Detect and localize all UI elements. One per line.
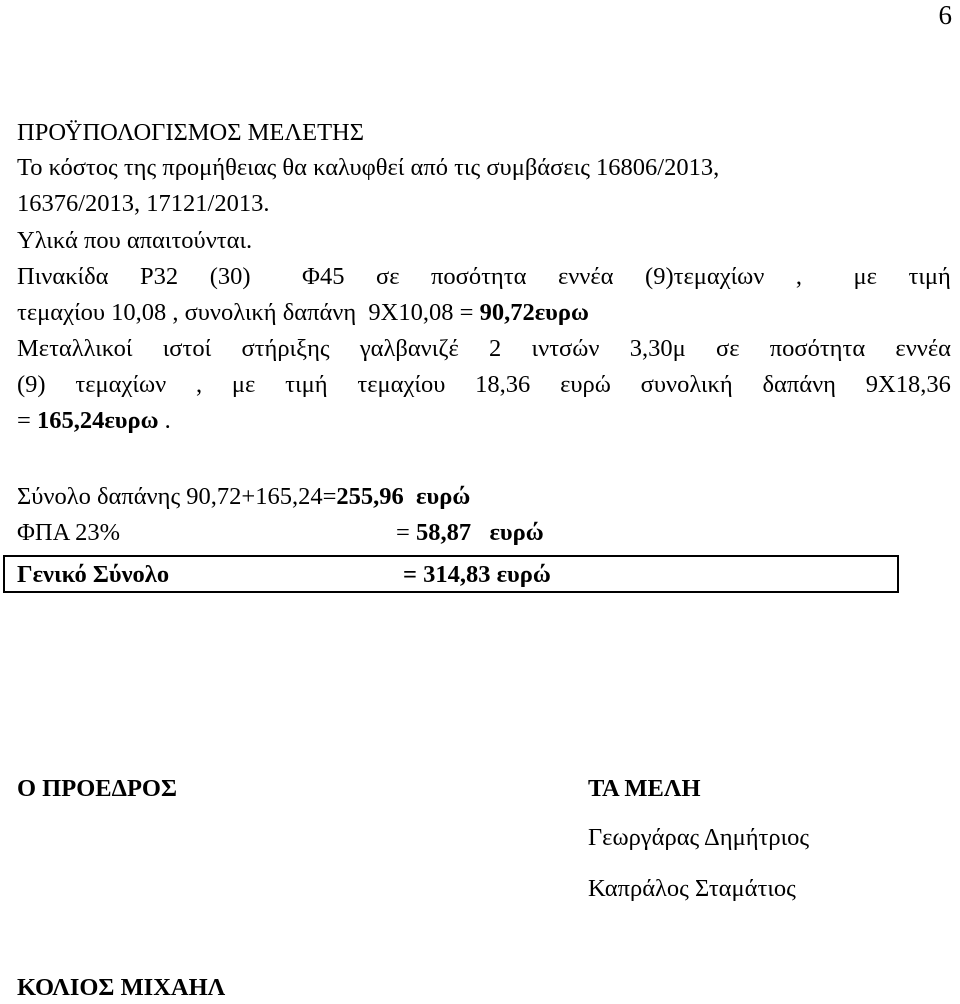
word: γαλβανιζέ [359, 335, 459, 362]
item1-description: τεμαχίου 10,08 , συνολική δαπάνη 9Χ10,08 = [17, 299, 480, 326]
word: δαπάνη [762, 371, 836, 398]
word: εννέα [895, 335, 951, 362]
grand-total-label: Γενικό Σύνολο [17, 561, 170, 588]
word: στήριξης [241, 335, 330, 362]
president-heading: Ο ΠΡΟΕΔΡΟΣ [17, 775, 178, 802]
word: (9)τεμαχίων [645, 263, 765, 290]
word: Πινακίδα [17, 263, 109, 290]
vat-value: 58,87 ευρώ [415, 519, 544, 546]
word: συνολική [640, 371, 733, 398]
document-title: ΠΡΟΫΠΟΛΟΓΙΣΜΟΣ ΜΕΛΕΤΗΣ [17, 119, 364, 146]
word: ιστοί [162, 335, 212, 362]
intro-line-1: Το κόστος της προμήθειας θα καλυφθεί από τις συμβάσεις 16806/2013, [17, 154, 720, 181]
item2-line-2 [17, 373, 951, 398]
grand-total-value: = 314,83 ευρώ [403, 561, 551, 588]
word: , [795, 263, 803, 290]
vat-amount [396, 521, 544, 546]
word: Ρ32 [140, 263, 179, 290]
vat-label: ΦΠΑ 23% [17, 519, 120, 546]
word: (9) [17, 371, 46, 398]
word: με [853, 263, 877, 290]
item1-line-2 [17, 301, 589, 326]
word: Μεταλλικοί [17, 335, 133, 362]
item2-suffix: . [158, 407, 171, 434]
word: σε [716, 335, 740, 362]
word: Φ45 [302, 263, 345, 290]
word: τεμαχίου [357, 371, 446, 398]
word: 2 [489, 335, 502, 362]
word: τιμή [908, 263, 951, 290]
page-number: 6 [938, 0, 952, 30]
word: ευρώ [560, 371, 611, 398]
member-1-name: Γεωργάρας Δημήτριος [588, 824, 810, 851]
word: τιμή [285, 371, 328, 398]
subtotal-value: 255,96 ευρώ [336, 483, 471, 510]
subtotal-label: Σύνολο δαπάνης 90,72+165,24= [17, 483, 337, 510]
word: σε [375, 263, 400, 290]
vat-eq: = [396, 519, 416, 546]
materials-heading: Υλικά που απαιτούνται. [17, 227, 253, 254]
members-heading: ΤΑ ΜΕΛΗ [588, 775, 701, 802]
item1-line-1 [17, 265, 951, 290]
item2-prefix: = [17, 407, 37, 434]
word: ποσότητα [431, 263, 527, 290]
word: ιντσών [531, 335, 600, 362]
word: 18,36 [475, 371, 531, 398]
word: τεμαχίων [75, 371, 167, 398]
item2-line-1 [17, 337, 951, 362]
word: , [195, 371, 203, 398]
subtotal-line [17, 485, 470, 510]
intro-line-2: 16376/2013, 17121/2013. [17, 190, 270, 217]
word: 3,30μ [629, 335, 686, 362]
word: εννέα [557, 263, 614, 290]
word: 9Χ18,36 [865, 371, 951, 398]
item2-total: 165,24ευρω [36, 407, 159, 434]
item1-total: 90,72ευρω [479, 299, 589, 326]
word: ποσότητα [769, 335, 866, 362]
word: με [231, 371, 256, 398]
word: (30) [209, 263, 251, 290]
president-name: ΚΟΛΙΟΣ ΜΙΧΑΗΛ [17, 974, 226, 1001]
member-2-name: Καπράλος Σταμάτιος [588, 875, 796, 902]
item2-line-3 [17, 409, 171, 434]
